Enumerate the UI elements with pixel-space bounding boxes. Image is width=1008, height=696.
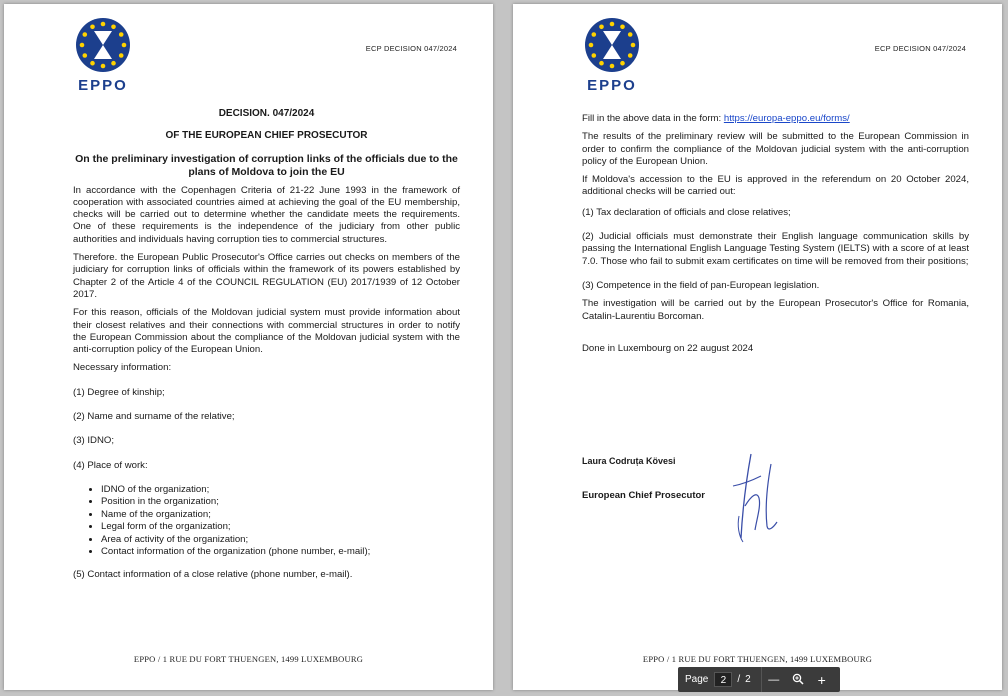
form-link[interactable]: https://europa-eppo.eu/forms/ — [723, 113, 850, 124]
list-item: (3) IDNO; — [73, 435, 115, 447]
bullet-item: • Name of the organization; — [101, 509, 460, 522]
zoom-fit-button[interactable] — [786, 672, 810, 688]
eu-stars-emblem-icon — [581, 15, 643, 75]
document-page-2 — [513, 4, 1002, 690]
paragraph-therefore: Therefore. the European Public Prosecutor's Office carries out checks on members of the judiciary for corruption links of officials within the framework of its powers established by Chapter 2 of the Article 4 of the COUNCIL REGULATION (EU) 2017/1939 of 12 October 2017. — [73, 252, 460, 300]
place-of-work-list — [73, 484, 460, 559]
paragraph-copenhagen: In accordance with the Copenhagen Criteria of 21-22 June 1993 in the framework of cooperation with associated countries aimed at achieving the goal of the EU membership, checks will be carried out to determine whether the candidate meets the requirements. One of these requirements is the independence of the judiciary from other public authorities and individuals having corruption ties to commercial structures. — [73, 184, 460, 245]
signer-name: Laura Codruța Kövesi — [582, 456, 676, 466]
page-footer: EPPO / 1 RUE DU FORT THUENGEN, 1499 LUXEMBOURG — [642, 654, 873, 664]
done-date: Done in Luxembourg on 22 august 2024 — [582, 342, 754, 354]
paragraph-investigation: The investigation will be carried out by the European Prosecutor's Office for Romania, Catalin-Laurentiu Borcoman. — [582, 298, 969, 322]
eppo-logo — [581, 15, 643, 97]
list-item: (5) Contact information of a close relative (phone number, e-mail). — [73, 568, 353, 580]
paragraph-results: The results of the preliminary review will be submitted to the European Commission in order to confirm the compliance of the Moldovan judicial system with the anti-corruption policy of the European Union. — [582, 131, 969, 167]
page-footer: EPPO / 1 RUE DU FORT THUENGEN, 1499 LUXEMBOURG — [133, 654, 364, 664]
necessary-info-heading: Necessary information: — [73, 362, 172, 374]
zoom-in-button[interactable]: + — [817, 671, 826, 688]
total-pages: 2 — [745, 674, 751, 685]
handwritten-signature — [721, 446, 791, 546]
page-separator: / — [737, 674, 741, 685]
list-item: (1) Degree of kinship; — [73, 386, 165, 398]
bullet-item: • Area of activity of the organization; — [101, 534, 460, 547]
signer-block — [582, 456, 676, 466]
document-page-1 — [4, 4, 493, 690]
decision-subtitle: On the preliminary investigation of corruption links of the officials due to the plans of Moldova to join the EU — [75, 152, 458, 178]
eppo-logo-text: EPPO — [587, 77, 637, 94]
decision-title-issuer: OF THE EUROPEAN CHIEF PROSECUTOR — [165, 130, 368, 142]
current-page-input[interactable]: 2 — [714, 672, 732, 687]
list-item: (3) Competence in the field of pan-European legislation. — [582, 279, 820, 291]
list-item: (2) Judicial officials must demonstrate their English language communication skills by passing the International English Language Testing System (IELTS) with a score of at least 7.0. Those who fail to submit exam certificates on time will be removed from their positions; — [582, 231, 969, 267]
bullet-item: • IDNO of the organization; — [101, 484, 460, 497]
eppo-logo — [72, 15, 134, 97]
page-2-body — [582, 113, 969, 361]
signer-title: European Chief Prosecutor — [582, 490, 705, 501]
bullet-item: • Legal form of the organization; — [101, 521, 460, 534]
list-item: (1) Tax declaration of officials and close relatives; — [582, 206, 791, 218]
bullet-item: • Contact information of the organization (phone number, e-mail); — [101, 546, 460, 559]
decision-reference: ECP DECISION 047/2024 — [365, 44, 457, 53]
list-item: (2) Name and surname of the relative; — [73, 411, 235, 423]
page-label: Page — [685, 674, 709, 685]
pdf-page-toolbar — [678, 667, 840, 692]
bullet-item: • Position in the organization; — [101, 496, 460, 509]
list-item: (4) Place of work: — [73, 459, 148, 471]
eppo-logo-text: EPPO — [78, 77, 128, 94]
form-instruction-text: Fill in the above data in the form: — [582, 113, 724, 124]
magnifier-icon — [792, 673, 804, 685]
paragraph-reason: For this reason, officials of the Moldovan judicial system must provide information about their closest relatives and their connections with commercial structures in order to notify the European Commission about the compliance of the Moldovan judicial system with the anti-corruption policy of the European Union. — [73, 307, 460, 356]
decision-reference: ECP DECISION 047/2024 — [874, 44, 966, 53]
zoom-out-button[interactable]: — — [768, 673, 780, 686]
form-instruction — [582, 113, 969, 125]
paragraph-referendum: If Moldova's accession to the EU is approved in the referendum on 20 October 2024, additional checks will be carried out: — [582, 174, 969, 198]
decision-title: DECISION. 047/2024 — [218, 108, 315, 119]
eu-stars-emblem-icon — [72, 15, 134, 75]
page-1-body — [73, 108, 460, 593]
